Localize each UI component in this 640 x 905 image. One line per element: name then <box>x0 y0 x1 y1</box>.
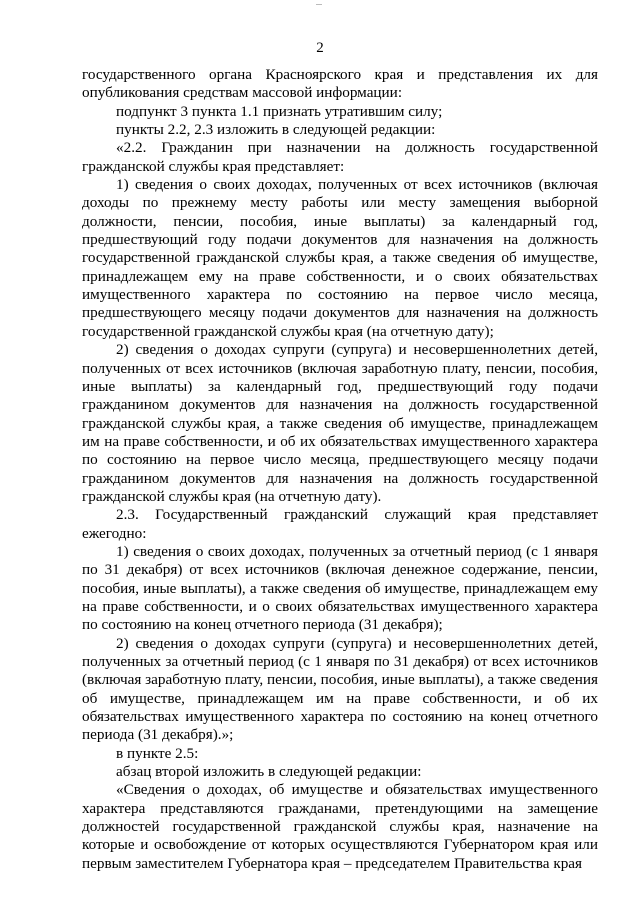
document-body <box>82 66 598 873</box>
paragraph-clause-2-3: 2.3. Государственный гражданский служащий края представляет ежегодно: <box>82 506 598 542</box>
paragraph-clause-2-3-item-1: 1) сведения о своих доходах, полученных за отчетный период (с 1 января по 31 декабря) от всех источников (включая денежное содержание, пенсии, пособия, иные выплаты), а также сведения об имуществе, принадлежащем ему на праве собственности, и о своих обязательствах имущественного характера по состоянию на конец отчетного периода (31 декабря); <box>82 542 598 634</box>
paragraph-clause-2-2: «2.2. Гражданин при назначении на должность государственной гражданской службы края представляет: <box>82 139 598 175</box>
paragraph-subpoint-repeal: подпункт 3 пункта 1.1 признать утратившим силу; <box>116 102 443 120</box>
paragraph-clause-2-2-item-2: 2) сведения о доходах супруги (супруга) и несовершеннолетних детей, полученных от всех источников (включая заработную плату, пенсии, пособия, иные выплаты) за календарный год, предшествующий году подачи гражданином документов для назначения на должность государственной гражданской службы края, а также сведения об имуществе, принадлежащем им на праве собственности, и об их обязательствах имущественного характера по состоянию на первое число месяца, предшествующего месяцу подачи гражданином документов для назначения на должность государственной гражданской службы края (на отчетную дату). <box>82 341 598 505</box>
paragraph-new-wording: «Сведения о доходах, об имуществе и обязательствах имущественного характера представляются гражданами, претендующими на замещение должностей государственной гражданской службы края, назначение на которые и освобождение от которых осуществляются Губернатором края или первым заместителем Губернатора края – председателем Правительства края <box>82 781 598 872</box>
paragraph-intro-continuation: государственного органа Красноярского края и представления их для опубликования средствам массовой информации: <box>82 66 598 102</box>
paragraph-clause-2-2-item-1: 1) сведения о своих доходах, полученных от всех источников (включая доходы по прежнему месту работы или месту замещения выборной должности, пенсии, пособия, иные выплаты) за календарный год, предшествующий году подачи документов для назначения на должность государственной гражданской службы края, а также сведения об имуществе, принадлежащем ему на праве собственности, и о своих обязательствах имущественного характера по состоянию на первое число месяца, предшествующего месяцу подачи документов для назначения на должность государственной гражданской службы края (на отчетную дату); <box>82 176 598 340</box>
paragraph-clause-2-5: в пункте 2.5: <box>116 744 199 762</box>
paragraph-points-amend: пункты 2.2, 2.3 изложить в следующей редакции: <box>116 121 436 139</box>
paragraph-clause-2-3-item-2: 2) сведения о доходах супруги (супруга) и несовершеннолетних детей, полученных за отчетный период (с 1 января по 31 декабря) от всех источников (включая заработную плату, пенсии, пособия, иные выплаты), а также сведения об имуществе, принадлежащем им на праве собственности, и об их обязательствах имущественного характера по состоянию на конец отчетного периода (31 декабря).»; <box>82 634 598 744</box>
page-number: 2 <box>316 40 324 56</box>
paragraph-second-abzac: абзац второй изложить в следующей редакции: <box>116 763 422 781</box>
scan-mark <box>316 0 322 5</box>
